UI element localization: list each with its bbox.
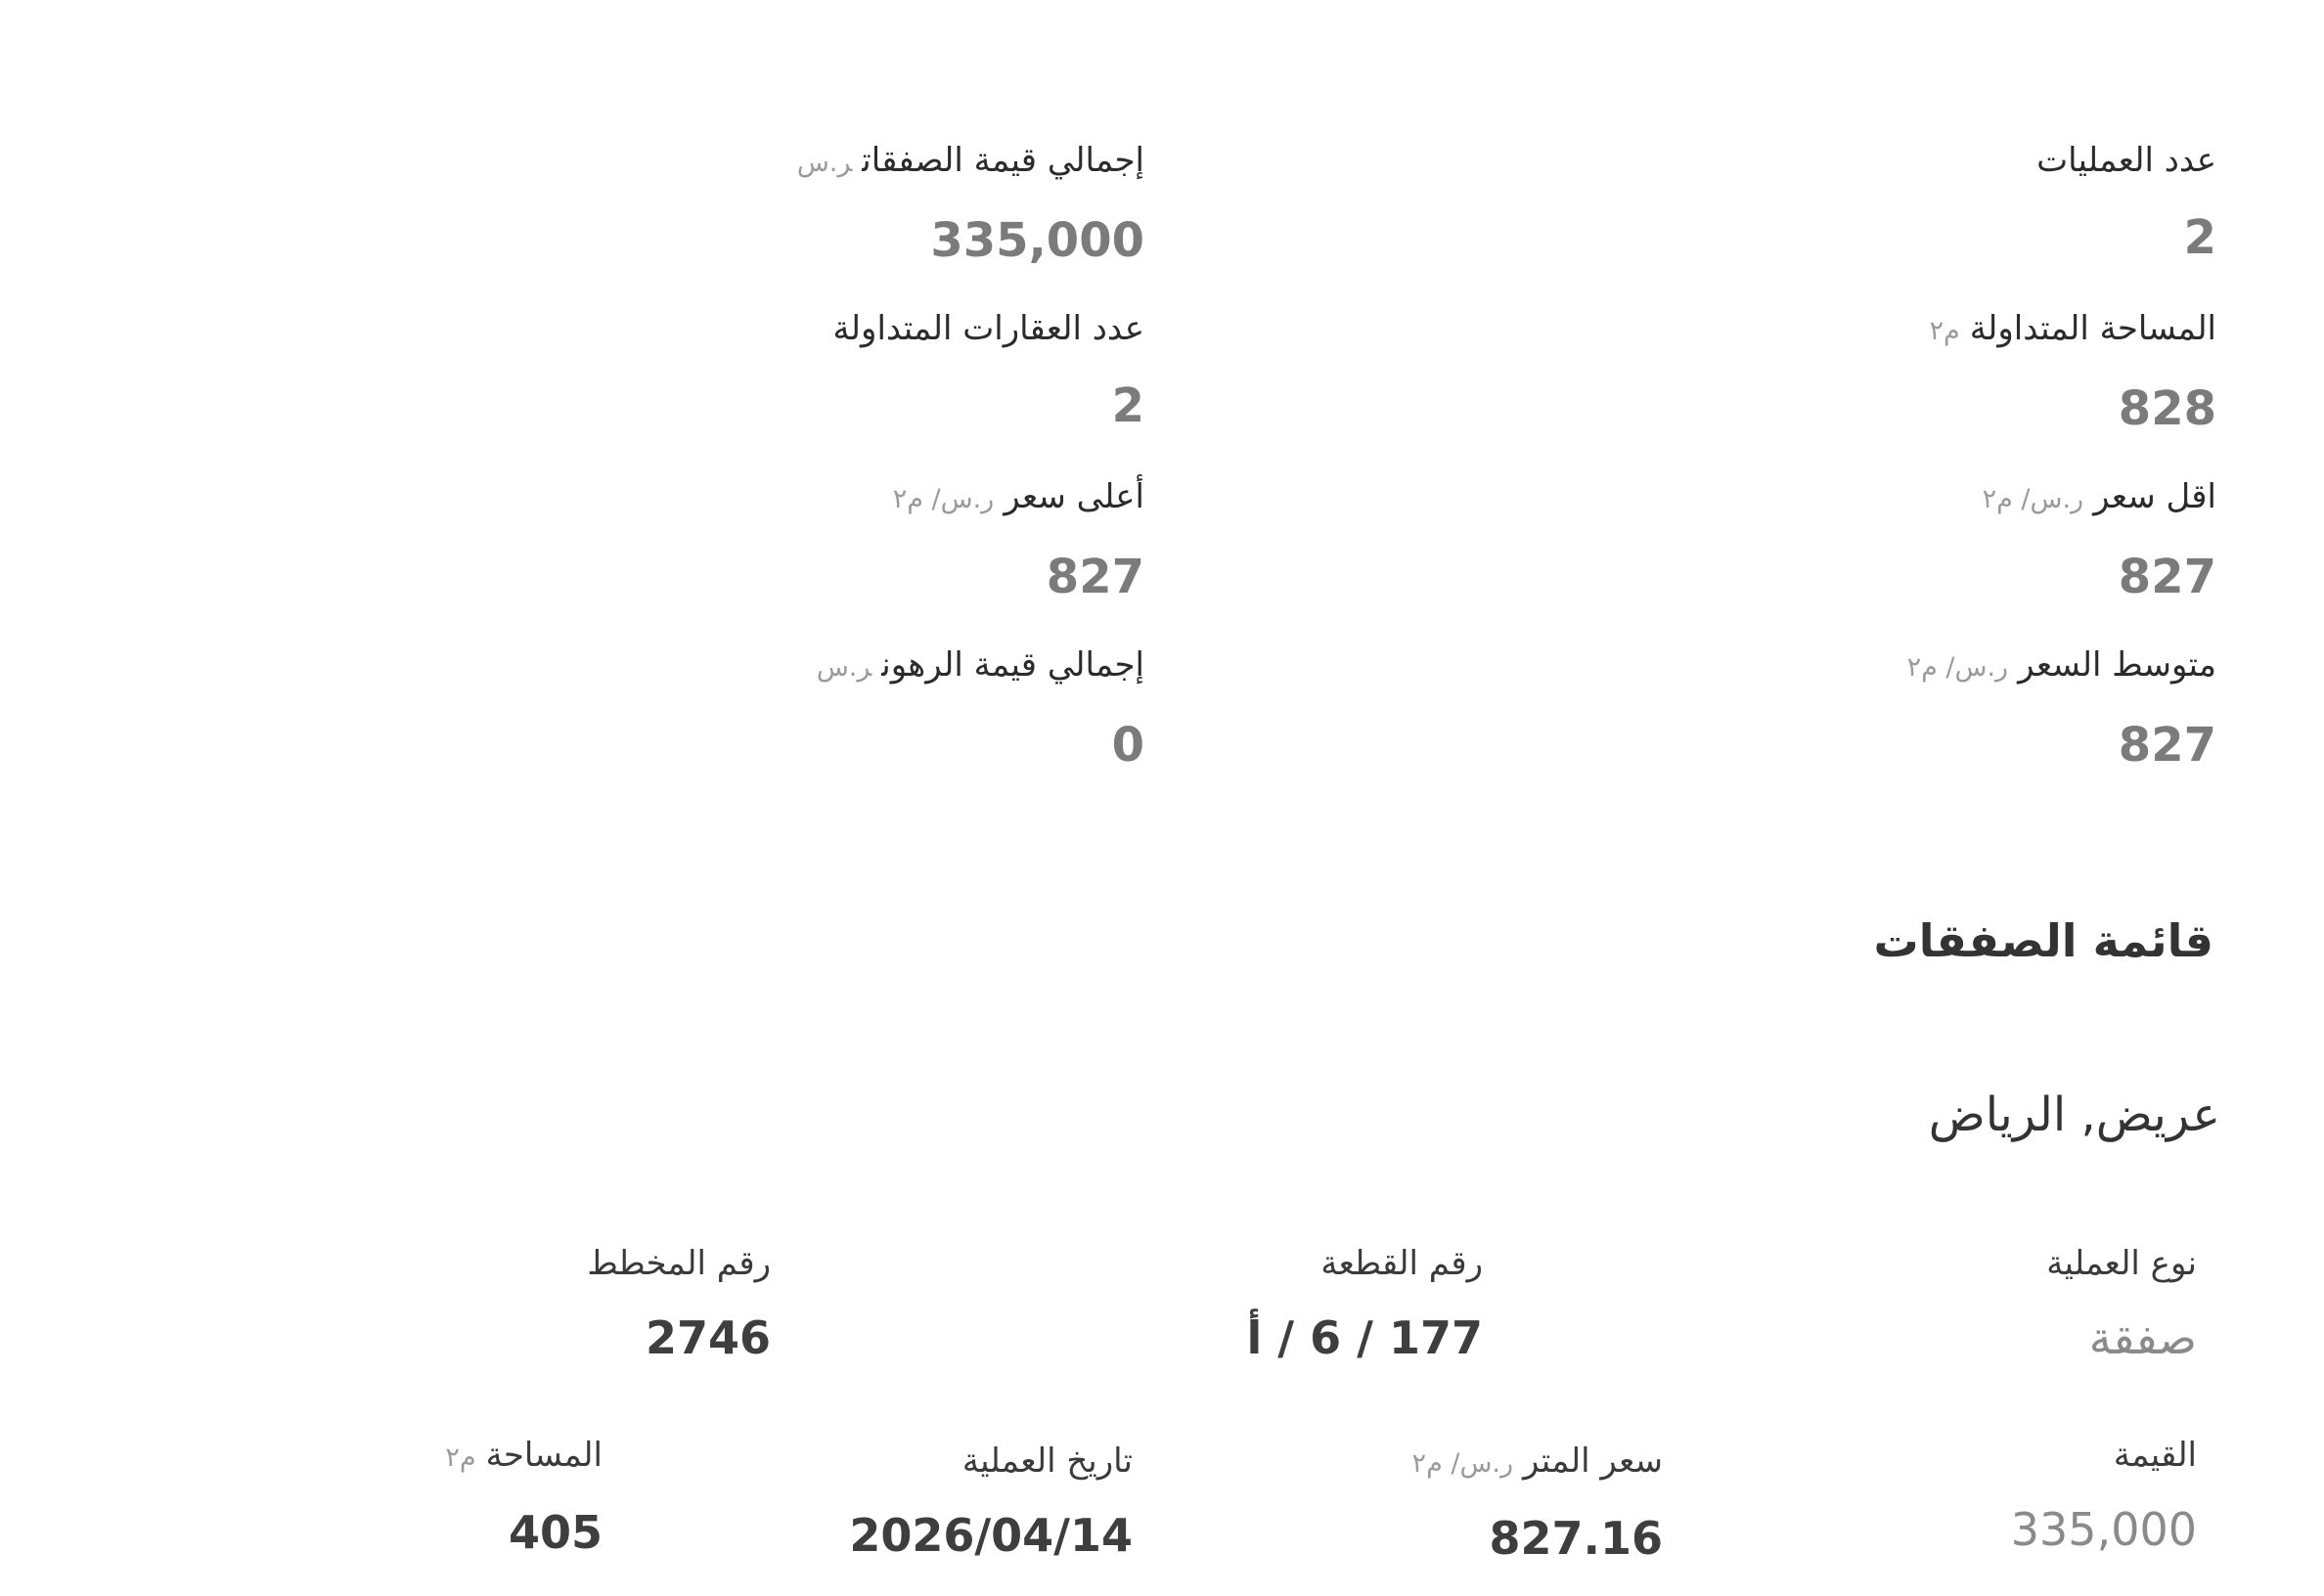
- stat-label: إجمالي قيمة الصفقات: [862, 141, 1144, 180]
- stat-label: عدد العقارات المتداولة: [832, 309, 1144, 348]
- stat-value: 0: [1111, 718, 1144, 773]
- unit-label: ر.س/ م٢: [1906, 652, 2009, 683]
- field-price-per-meter: [1115, 1438, 1663, 1568]
- field-value: صفقة: [2088, 1311, 2197, 1364]
- field-label: رقم المخطط: [587, 1244, 771, 1283]
- unit-label: ر.س/ م٢: [1982, 484, 2084, 514]
- stat-value: 827: [1046, 550, 1144, 604]
- unit-label: ر.س: [796, 148, 853, 178]
- stat-value: 828: [2118, 381, 2216, 436]
- field-label: المساحة: [485, 1436, 603, 1475]
- field-operation-date: [585, 1438, 1133, 1565]
- deal-location[interactable]: عريض, الرياض: [1928, 1087, 2220, 1142]
- field-operation-type: [1649, 1240, 2197, 1367]
- deals-list-title: قائمة الصفقات: [1873, 914, 2213, 967]
- field-area: [55, 1432, 603, 1562]
- stat-total-mortgages-value: [538, 642, 1144, 776]
- field-label: القيمة: [2113, 1436, 2197, 1475]
- field-label: تاريخ العملية: [961, 1441, 1133, 1481]
- field-plan-number: [223, 1240, 771, 1367]
- field-label: سعر المتر: [1523, 1441, 1663, 1481]
- stat-label: أعلى سعر: [1004, 477, 1144, 516]
- field-value: 405: [508, 1506, 603, 1559]
- field-label: نوع العملية: [2046, 1244, 2197, 1283]
- unit-label: م٢: [1929, 316, 1960, 346]
- stat-value: 335,000: [930, 213, 1144, 268]
- stat-operations-count: [1610, 137, 2216, 268]
- unit-label: ر.س/ م٢: [1411, 1448, 1514, 1479]
- stat-label: متوسط السعر: [2018, 645, 2216, 685]
- field-label: رقم القطعة: [1320, 1244, 1483, 1283]
- stat-total-deals-value: [538, 137, 1144, 271]
- stat-value: 2: [2183, 210, 2216, 265]
- field-value: 177 / 6 / أ: [1246, 1311, 1483, 1364]
- stat-label: عدد العمليات: [2036, 141, 2216, 180]
- stat-min-price: [1610, 473, 2216, 607]
- stat-value: 827: [2118, 718, 2216, 773]
- field-value: 2026/04/14: [849, 1509, 1133, 1562]
- field-price-value: [1649, 1432, 2197, 1559]
- stat-label: إجمالي قيمة الرهون: [881, 645, 1144, 685]
- stat-traded-area: [1610, 305, 2216, 439]
- stat-avg-price: [1610, 642, 2216, 776]
- field-value: 827.16: [1489, 1512, 1663, 1565]
- stat-max-price: [538, 473, 1144, 607]
- stat-label: اقل سعر: [2093, 477, 2216, 516]
- unit-label: ر.س/ م٢: [892, 484, 995, 514]
- field-value: 2746: [645, 1311, 771, 1364]
- stat-label: المساحة المتداولة: [1969, 309, 2216, 348]
- field-plot-number: [935, 1240, 1483, 1367]
- stat-traded-properties-count: [538, 305, 1144, 436]
- unit-label: ر.س: [816, 652, 872, 683]
- stat-value: 827: [2118, 550, 2216, 604]
- stat-value: 2: [1111, 378, 1144, 433]
- unit-label: م٢: [445, 1442, 476, 1473]
- field-value: 335,000: [2010, 1503, 2197, 1556]
